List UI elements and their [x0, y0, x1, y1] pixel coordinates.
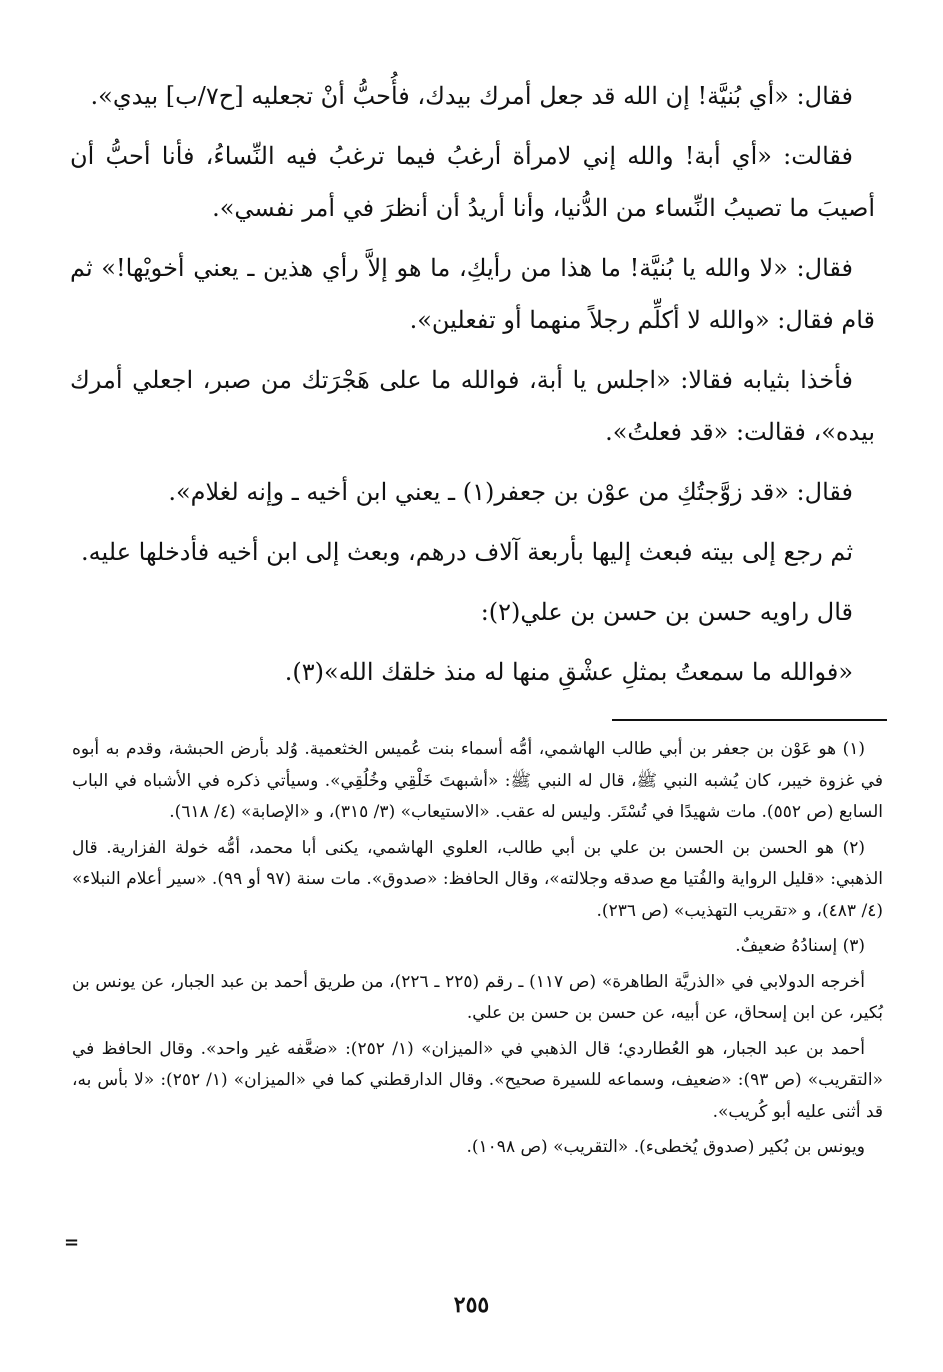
- main-paragraph: قال راويه حسن بن حسن بن علي(٢):: [480, 598, 853, 626]
- footnote: أخرجه الدولابي في «الذريَّة الطاهرة» (ص ١١٧) ـ رقم (٢٢٥ ـ ٢٢٦)، من طريق أحمد بن عبد الجبار، عن يونس بن بُكير، عن ابن إسحاق، عن أبيه، عن حسن بن حسن بن علي.: [72, 971, 883, 1023]
- main-paragraph: فأخذا بثيابه فقالا: «اجلس يا أبة، فوالله ما على هَجْرَتك من صبر، اجعلي أمرك بيده»، فقالت: «قد فعلتُ».: [70, 366, 875, 446]
- main-text: [70, 70, 875, 706]
- main-paragraph: «فوالله ما سمعتُ بمثلِ عشْقِ منها له منذ خلقك الله»(٣).: [284, 658, 853, 686]
- main-paragraph: ثم رجع إلى بيته فبعث إليها بأربعة آلاف درهم، وبعث إلى ابن أخيه فأدخلها عليه.: [81, 538, 853, 566]
- main-paragraph: فقال: «قد زوَّجتُكِ من عوْن بن جعفر(١) ـ يعني ابن أخيه ـ وإنه لغلام».: [168, 478, 853, 506]
- continuation-mark: =: [64, 1232, 80, 1253]
- footnote: (٢) هو الحسن بن الحسن بن علي بن أبي طالب، العلوي الهاشمي، يكنى أبا محمد، أمُّه خولة الفزارية. قال الذهبي: «قليل الرواية والفُتيا مع صدقه وجلالته»، وقال الحافظ: «صدوق». مات سنة (٩٧ أو ٩٩). «سير أعلام النبلاء» (٤/ ٤٨٣)، و «تقريب التهذيب» (ص ٢٣٦).: [72, 837, 884, 921]
- main-paragraph: فقال: «لا والله يا بُنيَّة! ما هذا من رأيكِ، ما هو إلاَّ رأي هذين ـ يعني أخويْها!» ثم قام فقال: «والله لا أكلِّم رجلاً منهما أو تفعلين».: [70, 254, 875, 334]
- footnote: (١) هو عَوْن بن جعفر بن أبي طالب الهاشمي، أمُّه أسماء بنت عُميس الخثعمية. وُلد بأرض الحبشة، وقدم به أبوه في غزوة خيبر، كان يُشبه النبي ﷺ، قال له النبي ﷺ: «أشبهتَ خَلْقِي وخُلُقِي». وسيأتي ذكره في الأشباه في الباب السابع (ص ٥٥٢). مات شهيدًا في تُسْتَر. وليس له عقب. «الاستيعاب» (٣/ ٣١٥)، و «الإصابة» (٤/ ٦١٨).: [72, 739, 883, 822]
- main-paragraph: فقالت: «أي أبة! والله إني لامرأة أرغبُ فيما ترغبُ فيه النِّساءُ، فأنا أحبُّ أن أصيبَ ما تصيبُ النِّساء من الدُّنيا، وأنا أريدُ أن أنظرَ في أمر نفسي».: [70, 142, 875, 222]
- footnotes: [72, 734, 883, 1168]
- footnote-divider: [612, 719, 887, 721]
- page-number: ٢٥٥: [453, 1292, 490, 1318]
- main-paragraph: فقال: «أي بُنيَّة! إن الله قد جعل أمرك بيدك، فأُحبُّ أنْ تجعليه [ح٧/ب] بيدي».: [90, 82, 853, 110]
- footnote: أحمد بن عبد الجبار، هو العُطاردي؛ قال الذهبي في «الميزان» (١/ ٢٥٢): «ضعَّفه غير واحد». وقال الحافظ في «التقريب» (ص ٩٣): «ضعيف، وسماعه للسيرة صحيح». وقال الدارقطني كما في «الميزان» (١/ ٢٥٢): «لا بأس به، قد أثنى عليه أبو كُريب».: [72, 1038, 883, 1122]
- footnote: ويونس بن بُكير (صدوق يُخطىء). «التقريب» (ص ١٠٩٨).: [466, 1137, 865, 1157]
- footnote: (٣) إسنادُهُ ضعيفٌ.: [735, 936, 865, 956]
